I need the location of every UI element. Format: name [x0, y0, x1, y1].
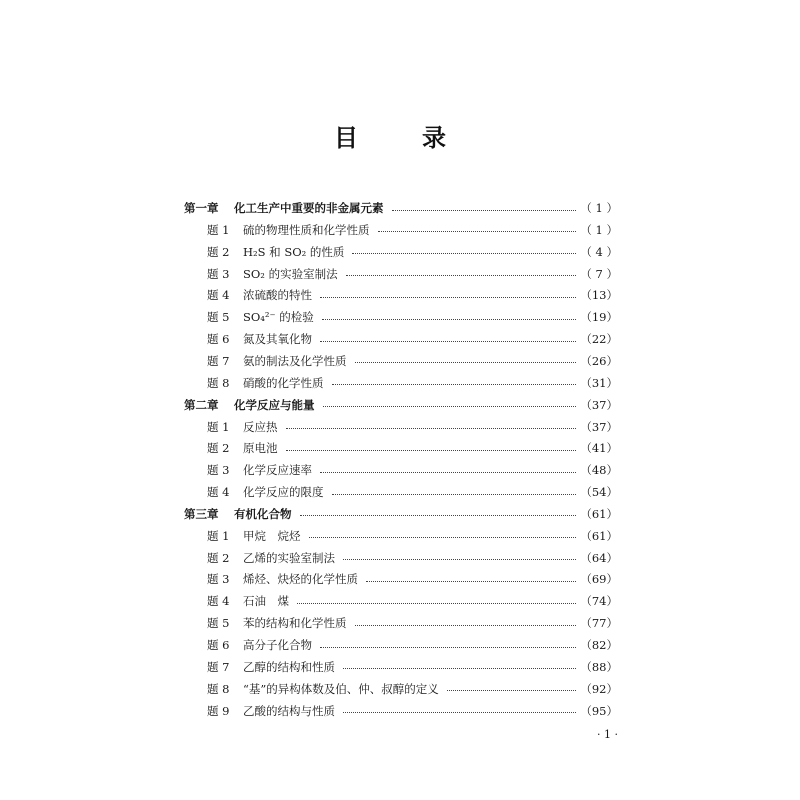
item-page-number: （37）	[580, 419, 618, 434]
dot-leader	[286, 450, 577, 451]
chapter-number: 第二章	[184, 397, 219, 412]
toc-item-entry	[207, 701, 618, 721]
dot-leader	[300, 515, 577, 516]
item-number: 题 9	[207, 703, 230, 718]
item-number: 题 6	[207, 638, 230, 652]
toc-item-entry	[207, 460, 618, 480]
item-page-number: （54）	[580, 485, 618, 500]
toc-item-entry	[207, 679, 618, 699]
item-title: 化学反应的限度	[243, 485, 324, 500]
toc-item-entry	[207, 329, 618, 349]
item-title: 烯烃、炔烃的化学性质	[243, 572, 358, 587]
item-page-number: （64）	[580, 550, 618, 565]
dot-leader	[320, 297, 576, 298]
toc-item-entry	[207, 242, 618, 262]
chapter-title: 化学反应与能量	[234, 397, 315, 412]
item-number: 题 5	[207, 616, 230, 631]
item-number: 题 1	[207, 222, 230, 237]
toc-item-entry	[207, 635, 618, 655]
dot-leader	[322, 319, 577, 320]
toc-item-entry	[207, 569, 618, 589]
dot-leader	[343, 559, 576, 560]
item-number: 题 3	[207, 463, 230, 478]
item-page-number: （92）	[580, 681, 618, 696]
item-number: 题 2	[207, 441, 230, 456]
item-number: 题 2	[207, 550, 230, 565]
toc-item-entry	[207, 613, 618, 633]
item-title: 浓硫酸的特性	[243, 288, 312, 303]
page-number: · 1 ·	[597, 728, 618, 741]
dot-leader	[366, 581, 576, 582]
item-page-number: （61）	[580, 528, 618, 543]
item-number: 题 7	[207, 659, 230, 674]
item-page-number: （88）	[580, 659, 618, 674]
toc-item-entry	[207, 417, 618, 437]
item-title: 苯的结构和化学性质	[243, 616, 347, 631]
item-number: 题 8	[207, 681, 230, 696]
item-title: 氨的制法及化学性质	[243, 353, 347, 368]
toc-item-entry	[207, 526, 618, 546]
item-title: 甲烷 烷烃	[243, 528, 301, 543]
item-page-number: （ 7 ）	[580, 266, 618, 281]
dot-leader	[447, 690, 577, 691]
item-title: 乙酸的结构与性质	[243, 703, 335, 718]
item-page-number: （95）	[580, 703, 618, 718]
dot-leader	[323, 406, 577, 407]
chapter-page-number: （61）	[580, 506, 618, 521]
page-title: 目 录	[334, 123, 466, 152]
item-page-number: （ 4 ）	[580, 244, 618, 259]
item-page-number: （48）	[580, 463, 618, 478]
item-number: 题 8	[207, 375, 230, 390]
item-title: “基”的异构体数及伯、仲、叔醇的定义	[243, 681, 439, 696]
toc-chapter-entry	[184, 198, 618, 218]
toc-item-entry	[207, 351, 618, 371]
item-page-number: （74）	[580, 594, 618, 609]
item-title: 硫的物理性质和化学性质	[243, 222, 370, 237]
item-page-number: （19）	[580, 310, 618, 325]
item-title: 高分子化合物	[243, 638, 312, 652]
item-title: 原电池	[243, 441, 278, 456]
dot-leader	[320, 647, 576, 648]
dot-leader	[320, 472, 576, 473]
item-page-number: （26）	[580, 353, 618, 368]
chapter-number: 第三章	[184, 506, 219, 521]
item-page-number: （13）	[580, 288, 618, 303]
item-number: 题 5	[207, 310, 230, 325]
item-page-number: （31）	[580, 375, 618, 390]
item-title: 化学反应速率	[243, 463, 312, 478]
item-number: 题 3	[207, 266, 230, 281]
dot-leader	[343, 668, 576, 669]
item-title: 乙醇的结构和性质	[243, 659, 335, 674]
item-title: 氮及其氧化物	[243, 332, 312, 347]
dot-leader	[343, 712, 576, 713]
chapter-number: 第一章	[184, 201, 219, 215]
chapter-page-number: （37）	[580, 397, 618, 412]
toc-item-entry	[207, 657, 618, 677]
toc-item-entry	[207, 220, 618, 240]
toc-item-entry	[207, 285, 618, 305]
toc-chapter-entry	[184, 395, 618, 415]
dot-leader	[352, 253, 576, 254]
item-title: 反应热	[243, 419, 278, 434]
item-title: SO₂ 的实验室制法	[243, 266, 338, 281]
toc-item-entry	[207, 373, 618, 393]
toc-item-entry	[207, 438, 618, 458]
item-page-number: （ 1 ）	[580, 222, 618, 237]
dot-leader	[309, 537, 577, 538]
toc-item-entry	[207, 548, 618, 568]
dot-leader	[355, 362, 577, 363]
dot-leader	[332, 384, 577, 385]
chapter-page-number: （ 1 ）	[580, 201, 618, 215]
item-page-number: （77）	[580, 616, 618, 631]
toc-item-entry	[207, 591, 618, 611]
item-page-number: （82）	[580, 638, 618, 652]
toc-chapter-entry	[184, 504, 618, 524]
dot-leader	[346, 275, 577, 276]
item-number: 题 1	[207, 528, 230, 543]
item-number: 题 4	[207, 594, 230, 609]
dot-leader	[297, 603, 576, 604]
toc-item-entry	[207, 264, 618, 284]
item-title: SO₄²⁻ 的检验	[243, 310, 314, 325]
dot-leader	[378, 231, 577, 232]
dot-leader	[320, 341, 576, 342]
item-number: 题 4	[207, 485, 230, 500]
item-page-number: （41）	[580, 441, 618, 456]
item-title: H₂S 和 SO₂ 的性质	[243, 244, 345, 259]
dot-leader	[355, 625, 577, 626]
item-page-number: （69）	[580, 572, 618, 587]
toc-item-entry	[207, 307, 618, 327]
item-number: 题 3	[207, 572, 230, 587]
dot-leader	[392, 210, 577, 211]
item-number: 题 6	[207, 332, 230, 347]
item-number: 题 2	[207, 244, 230, 259]
item-number: 题 7	[207, 353, 230, 368]
item-number: 题 4	[207, 288, 230, 303]
item-title: 硝酸的化学性质	[243, 375, 324, 390]
chapter-title: 有机化合物	[234, 506, 292, 521]
dot-leader	[286, 428, 577, 429]
item-page-number: （22）	[580, 332, 618, 347]
item-title: 乙烯的实验室制法	[243, 550, 335, 565]
chapter-title: 化工生产中重要的非金属元素	[234, 201, 384, 215]
dot-leader	[332, 494, 577, 495]
toc-item-entry	[207, 482, 618, 502]
item-title: 石油 煤	[243, 594, 289, 609]
item-number: 题 1	[207, 419, 230, 434]
